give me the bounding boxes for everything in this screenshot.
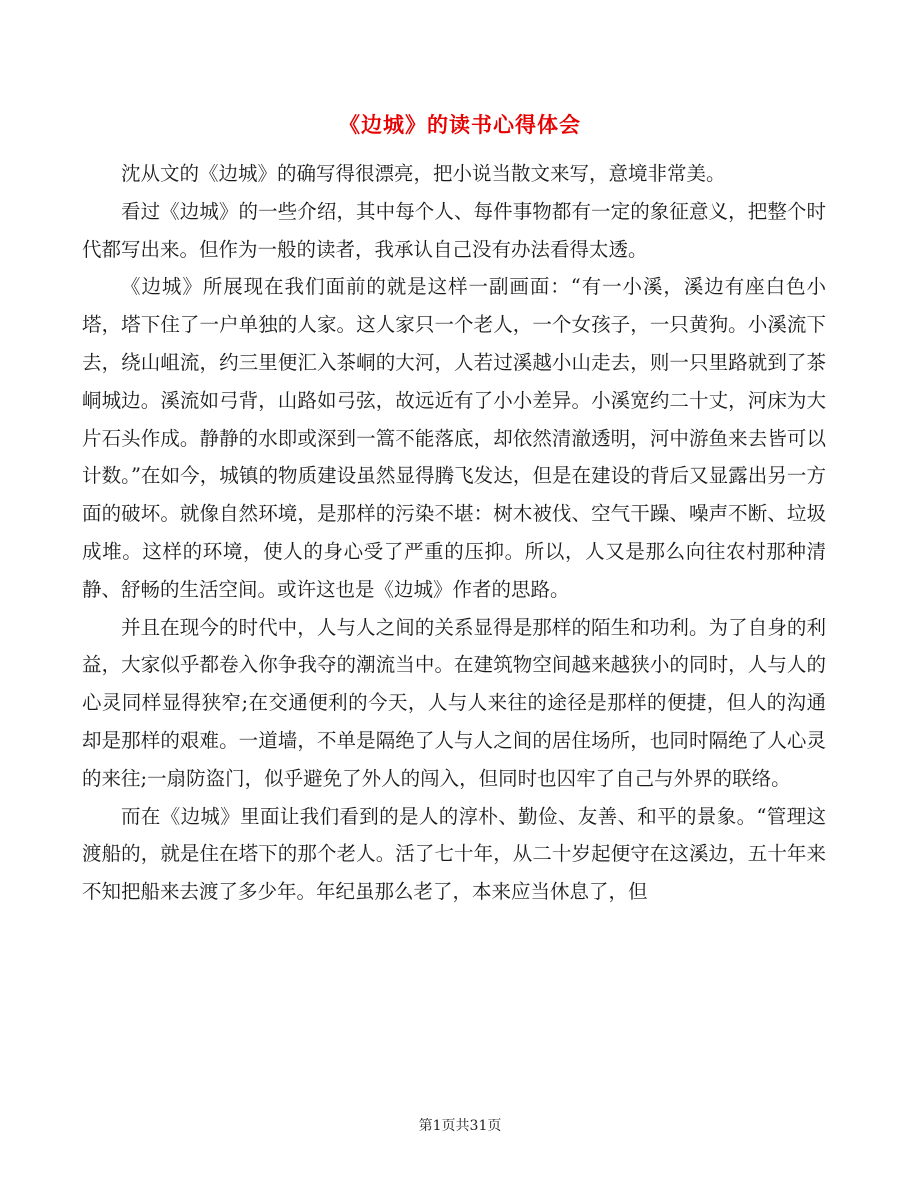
document-title: 《边城》的读书心得体会 bbox=[339, 112, 581, 137]
paragraph-4: 并且在现今的时代中，人与人之间的关系显得是那样的陌生和功利。为了自身的利益，大家似乎都卷入你争我夺的潮流当中。在建筑物空间越来越狭小的同时，人与人的心灵同样显得狭窄;在交通便利的今天，人与人来往的途径是那样的便捷，但人的沟通却是那样的艰难。一道墙，不单是隔绝了人与人之间的居住场所，也同时隔绝了人心灵的来往;一扇防盗门，似乎避免了外人的闯入，但同时也囚牢了自己与外界的联络。 bbox=[82, 615, 826, 790]
paragraph-5: 而在《边城》里面让我们看到的是人的淳朴、勤俭、友善、和平的景象。“管理这渡船的，就是住在塔下的那个老人。活了七十年，从二十岁起便守在这溪边，五十年来不知把船来去渡了多少年。年纪虽那么老了，本来应当休息了，但 bbox=[82, 804, 826, 904]
page-number: 第1页共31页 bbox=[418, 1118, 502, 1134]
paragraph-1: 沈从文的《边城》的确写得很漂亮，把小说当散文来写，意境非常美。 bbox=[121, 162, 726, 185]
paragraph-2: 看过《边城》的一些介绍，其中每个人、每件事物都有一定的象征意义，把整个时代都写出来。但作为一般的读者，我承认自己没有办法看得太透。 bbox=[82, 199, 826, 261]
paragraph-3: 《边城》所展现在我们面前的就是这样一副画面：“有一小溪，溪边有座白色小塔，塔下住了一户单独的人家。这人家只一个老人，一个女孩子，一只黄狗。小溪流下去，绕山岨流，约三里便汇入茶峒的大河，人若过溪越小山走去，则一只里路就到了茶峒城边。溪流如弓背，山路如弓弦，故远近有了小小差异。小溪宽约二十丈，河床为大片石头作成。静静的水即或深到一篙不能落底，却依然清澈透明，河中游鱼来去皆可以计数。”在如今，城镇的物质建设虽然显得腾飞发达，但是在建设的背后又显露出另一方面的破坏。就像自然环境，是那样的污染不堪：树木被伐、空气干躁、噪声不断、垃圾成堆。这样的环境，使人的身心受了严重的压抑。所以，人又是那么向往农村那种清静、舒畅的生活空间。或许这也是《边城》作者的思路。 bbox=[82, 275, 826, 601]
document-body bbox=[82, 155, 826, 911]
